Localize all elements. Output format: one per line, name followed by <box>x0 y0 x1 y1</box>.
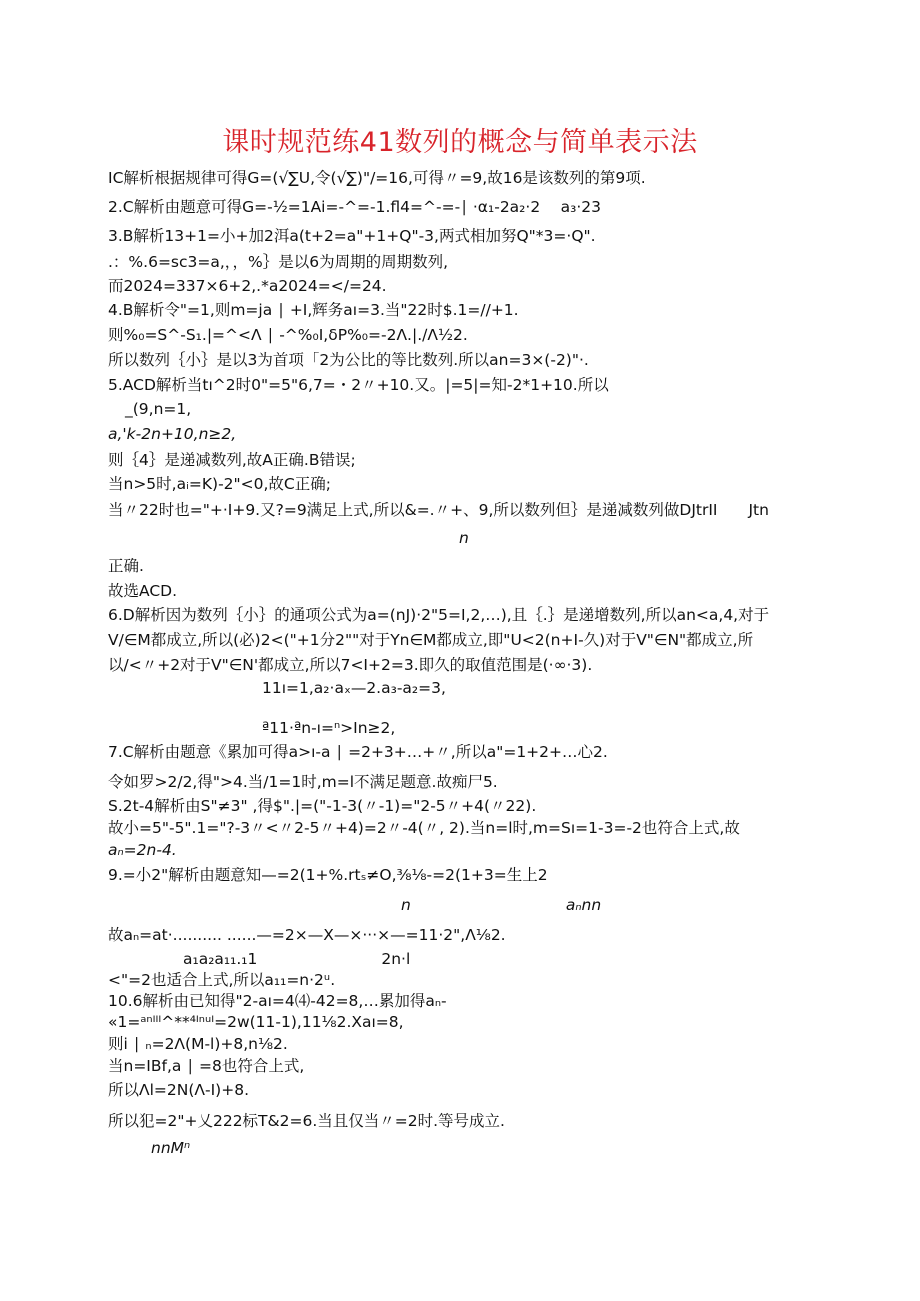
text-line: ª11·ªn-ı=ⁿ>In≥2, <box>262 719 396 737</box>
text-line: _(9,n=1, <box>125 400 192 418</box>
text-line: 令如罗>2/2,得">4.当/1=1时,m=l不满足题意.故痴尸5. <box>108 773 498 791</box>
text-line: 2.C解析由题意可得G=-½=1Ai=-^=-1.fl4=^-=-∣ ·α₁-2a₂·2 a₃·23 <box>108 198 601 216</box>
text-line: 6.D解析因为数列｛小｝的通项公式为a=(nJ)·2"5=I,2,…),且｛.｝是递增数列,所以an<a,4,对于 <box>108 606 770 624</box>
text-line: 而2024=337×6+2,.*a2024=</=24. <box>108 277 387 295</box>
text-line: a₁a₂a₁₁.₁1 2n·l <box>183 950 411 968</box>
text-line: 故小=5"-5".1="?-3〃<〃2-5〃+4)=2〃-4(〃, 2).当n=l时,m=Sı=1-3=-2也符合上式,故 <box>108 819 740 837</box>
text-line: 则%₀=S^-S₁.|=^<Λ ∣ -^%₀I,δP%₀=-2Λ.|.∕Λ½2. <box>108 326 468 344</box>
text-line: S.2t-4解析由S"≠3" ,得$".|=("-1-3(〃-1)="2-5〃+4(〃22). <box>108 797 537 815</box>
page-title: 课时规范练41数列的概念与简单表示法 <box>222 127 698 158</box>
text-line: 3.B解析13+1=小+加2洱a(t+2=a"+1+Q"-3,两式相加努Q"*3=·Q". <box>108 227 596 245</box>
text-line: 4.B解析令"=1,则m=ja ∣ +I,辉务aı=3.当"22时$.1=//+1. <box>108 301 519 319</box>
text-line: <"=2也适合上式,所以a₁₁=n·2ᵘ. <box>108 971 336 989</box>
text-line: 所以犯=2"+乂222标T&2=6.当且仅当〃=2时.等号成立. <box>108 1112 505 1130</box>
text-line: 以/<〃+2对于V"∈N'都成立,所以7<I+2=3.即久的取值范围是(·∞·3). <box>108 656 593 674</box>
text-line: 5.ACD解析当tı^2时0"=5"6,7=・2〃+10.又。|=5|=知-2*1+10.所以 <box>108 376 609 394</box>
text-line: 当n=IBf,a ∣ =8也符合上式, <box>108 1057 305 1075</box>
text-line: .：%.6=sc3=a,，，%｝是以6为周期的周期数列, <box>108 253 449 271</box>
text-line: 所以数列｛小｝是以3为首项「2为公比的等比数列.所以an=3×(-2)"·. <box>108 351 589 369</box>
text-line: V/∈M都成立,所以(必)2<("+1分2""对于Yn∈M都成立,即"U<2(n+I-久)对于V"∈N"都成立,所 <box>108 631 754 649</box>
text-line: 正确. <box>108 557 144 575</box>
text-line: 7.C解析由题意《累加可得a>ı-a ∣ =2+3+…+〃,所以a"=1+2+…心2. <box>108 743 608 761</box>
text-line: n <box>459 529 469 547</box>
text-line: 10.6解析由已知得"2-aı=4⑷-42=8,…累加得aₙ- <box>108 992 447 1010</box>
text-line: 9.=小2"解析由题意知—=2(1+%.rtₛ≠O,⅜⅛-=2(1+3=生上2 <box>108 866 548 884</box>
text-line: 当〃22时也="+·I+9.又?=9满足上式,所以&=.〃+、9,所以数列但｝是递减数列做DJtrII Jtn <box>108 501 769 519</box>
text-line: 则｛4｝是递减数列,故A正确.B错误; <box>108 451 356 469</box>
text-line: 故选ACD. <box>108 582 178 600</box>
text-line: aₙ=2n-4. <box>108 841 177 859</box>
text-line: 所以Λl=2N(Λ-I)+8. <box>108 1081 249 1099</box>
text-line: 故aₙ=at·.......... ......—=2×—X—×···×—=11·2",Λ⅛2. <box>108 926 506 944</box>
text-line: 则i ∣ ₙ=2Λ(M-l)+8,n⅛2. <box>108 1035 288 1053</box>
text-line: 11ı=1,a₂·aₓ—2.a₃-a₂=3, <box>262 679 446 697</box>
text-line: a,'k-2n+10,n≥2, <box>108 425 237 443</box>
text-line: IC解析根据规律可得G=(√∑U,令(√∑)"/=16,可得〃=9,故16是该数列的第9项. <box>108 169 646 187</box>
text-line: nnMⁿ <box>151 1139 191 1157</box>
text-line: 当n>5时,aᵢ=K)-2"<0,故C正确; <box>108 475 331 493</box>
text-line: n aₙnn <box>401 896 602 914</box>
text-line: «1=ᵃⁿᴵᴵᴵ^**⁴ᴵⁿᵘᴵ=2w(11-1),11⅛2.Xaı=8, <box>108 1013 404 1031</box>
